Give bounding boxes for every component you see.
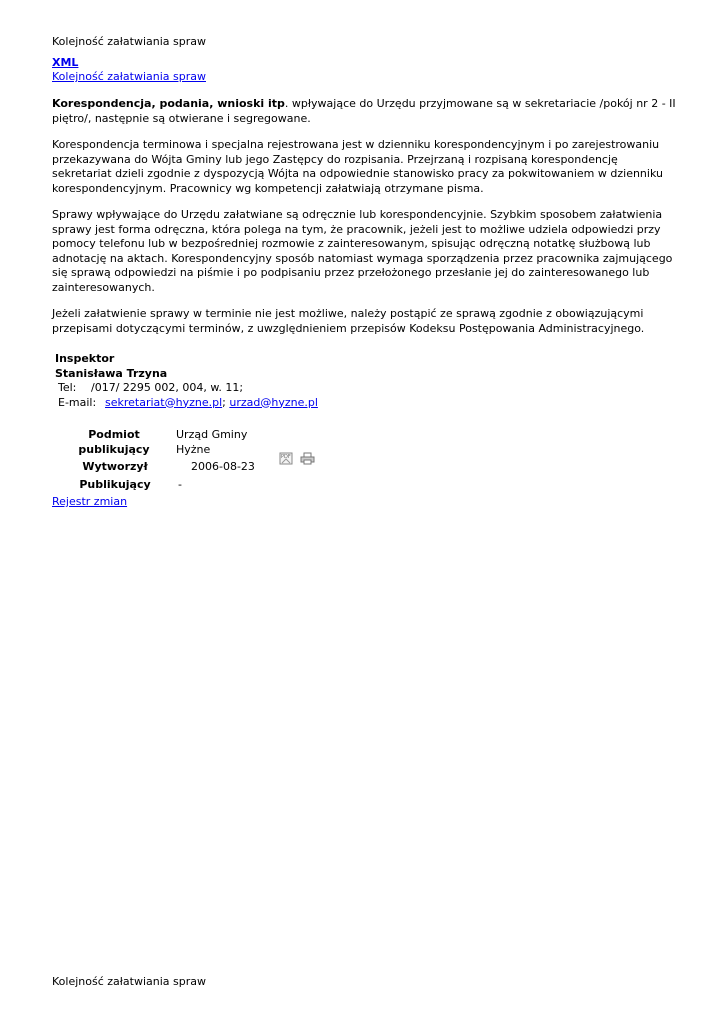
publisher-value-line1: Urząd Gminy — [176, 428, 248, 441]
article-content — [52, 97, 677, 348]
tel-label: Tel: — [58, 381, 77, 394]
publisher-label: Podmiot publikujący — [78, 428, 150, 456]
author-label: Wytworzył — [82, 460, 148, 473]
paragraph-4: Jeżeli załatwienie sprawy w terminie nie jest możliwe, należy postąpić ze sprawą zgodnie z obowiązującymi przepisami dotyczącymi terminów, z uwzględnieniem przepisów Kodeksu Postępowania Administracyjnego. — [52, 307, 645, 335]
footer-title: Kolejność załatwiania spraw — [52, 975, 206, 988]
publishing-label: Publikujący — [79, 477, 151, 491]
page-title: Kolejność załatwiania spraw — [52, 35, 206, 48]
registry-link[interactable]: Rejestr zmian — [52, 495, 128, 508]
contact-block — [55, 352, 318, 410]
publisher-row — [52, 428, 255, 457]
author-row — [52, 460, 255, 475]
export-icons — [279, 452, 315, 470]
email-link-sekretariat[interactable]: sekretariat@hyzne.pl — [105, 395, 223, 409]
paragraph-2: Korespondencja terminowa i specjalna rejestrowana jest w dzienniku korespondencyjnym i po zarejestrowaniu przekazywana do Wójta Gminy lub jego Zastępcy do rozpisania. Przejrzaną i rozpisaną korespondencję sekretariat dzieli zgodnie z dyspozycją Wójta na odpowiednie stanowisko pracy za pokwitowaniem w dzienniku korespondencyjnym. Pracownicy wg kompetencji załatwiają otrzymane pisma. — [52, 138, 663, 195]
paragraph-1-bold: Korespondencja, podania, wnioski itp — [52, 97, 285, 110]
publishing-value: - — [178, 477, 182, 491]
pdf-link[interactable] — [279, 452, 294, 470]
email-label: E-mail: — [58, 395, 97, 409]
email-separator: ; — [222, 395, 226, 409]
contact-name: Stanisława Trzyna — [55, 366, 168, 380]
publisher-value-line2: Hyżne — [176, 442, 211, 456]
contact-email-row — [55, 396, 318, 411]
xml-link[interactable]: XML — [52, 56, 79, 69]
contact-role: Inspektor — [55, 352, 115, 365]
paragraph-1-text: . wpływające do Urzędu przyjmowane są w sekretariacie /pokój nr 2 - II piętro/, następnie są otwierane i segregowane. — [52, 97, 676, 125]
print-icon — [300, 452, 315, 465]
publishing-row — [52, 478, 255, 493]
metadata-table — [52, 428, 255, 492]
svg-text:PDF: PDF — [281, 454, 291, 460]
email-link-urzad[interactable]: urzad@hyzne.pl — [229, 395, 318, 409]
print-link[interactable] — [300, 452, 315, 470]
paragraph-1 — [52, 97, 677, 126]
publisher-value — [176, 428, 247, 457]
title-link[interactable]: Kolejność załatwiania spraw — [52, 70, 206, 83]
tel-value: /017/ 2295 002, 004, w. 11; — [91, 381, 244, 394]
pdf-icon — [279, 452, 294, 465]
author-value: 2006-08-23 — [191, 460, 255, 473]
paragraph-3: Sprawy wpływające do Urzędu załatwiane są odręcznie lub korespondencyjnie. Szybkim sposobem załatwienia sprawy jest forma odręczna, która polega na tym, że pracownik, jeżeli jest to możliwe udziela odpowiedzi przy pomocy telefonu lub w bezpośredniej rozmowie z zainteresowanym, spisując odręczną notatkę służbową lub adnotację na aktach. Korespondencyjny sposób natomiast wymaga sporządzenia przez pracownika zajmującego się sprawą odpowiedzi na piśmie i po podpisaniu przez przełożonego przesłanie jej do zainteresowanego lub zainteresowanych. — [52, 208, 673, 294]
contact-tel-row — [55, 381, 318, 396]
